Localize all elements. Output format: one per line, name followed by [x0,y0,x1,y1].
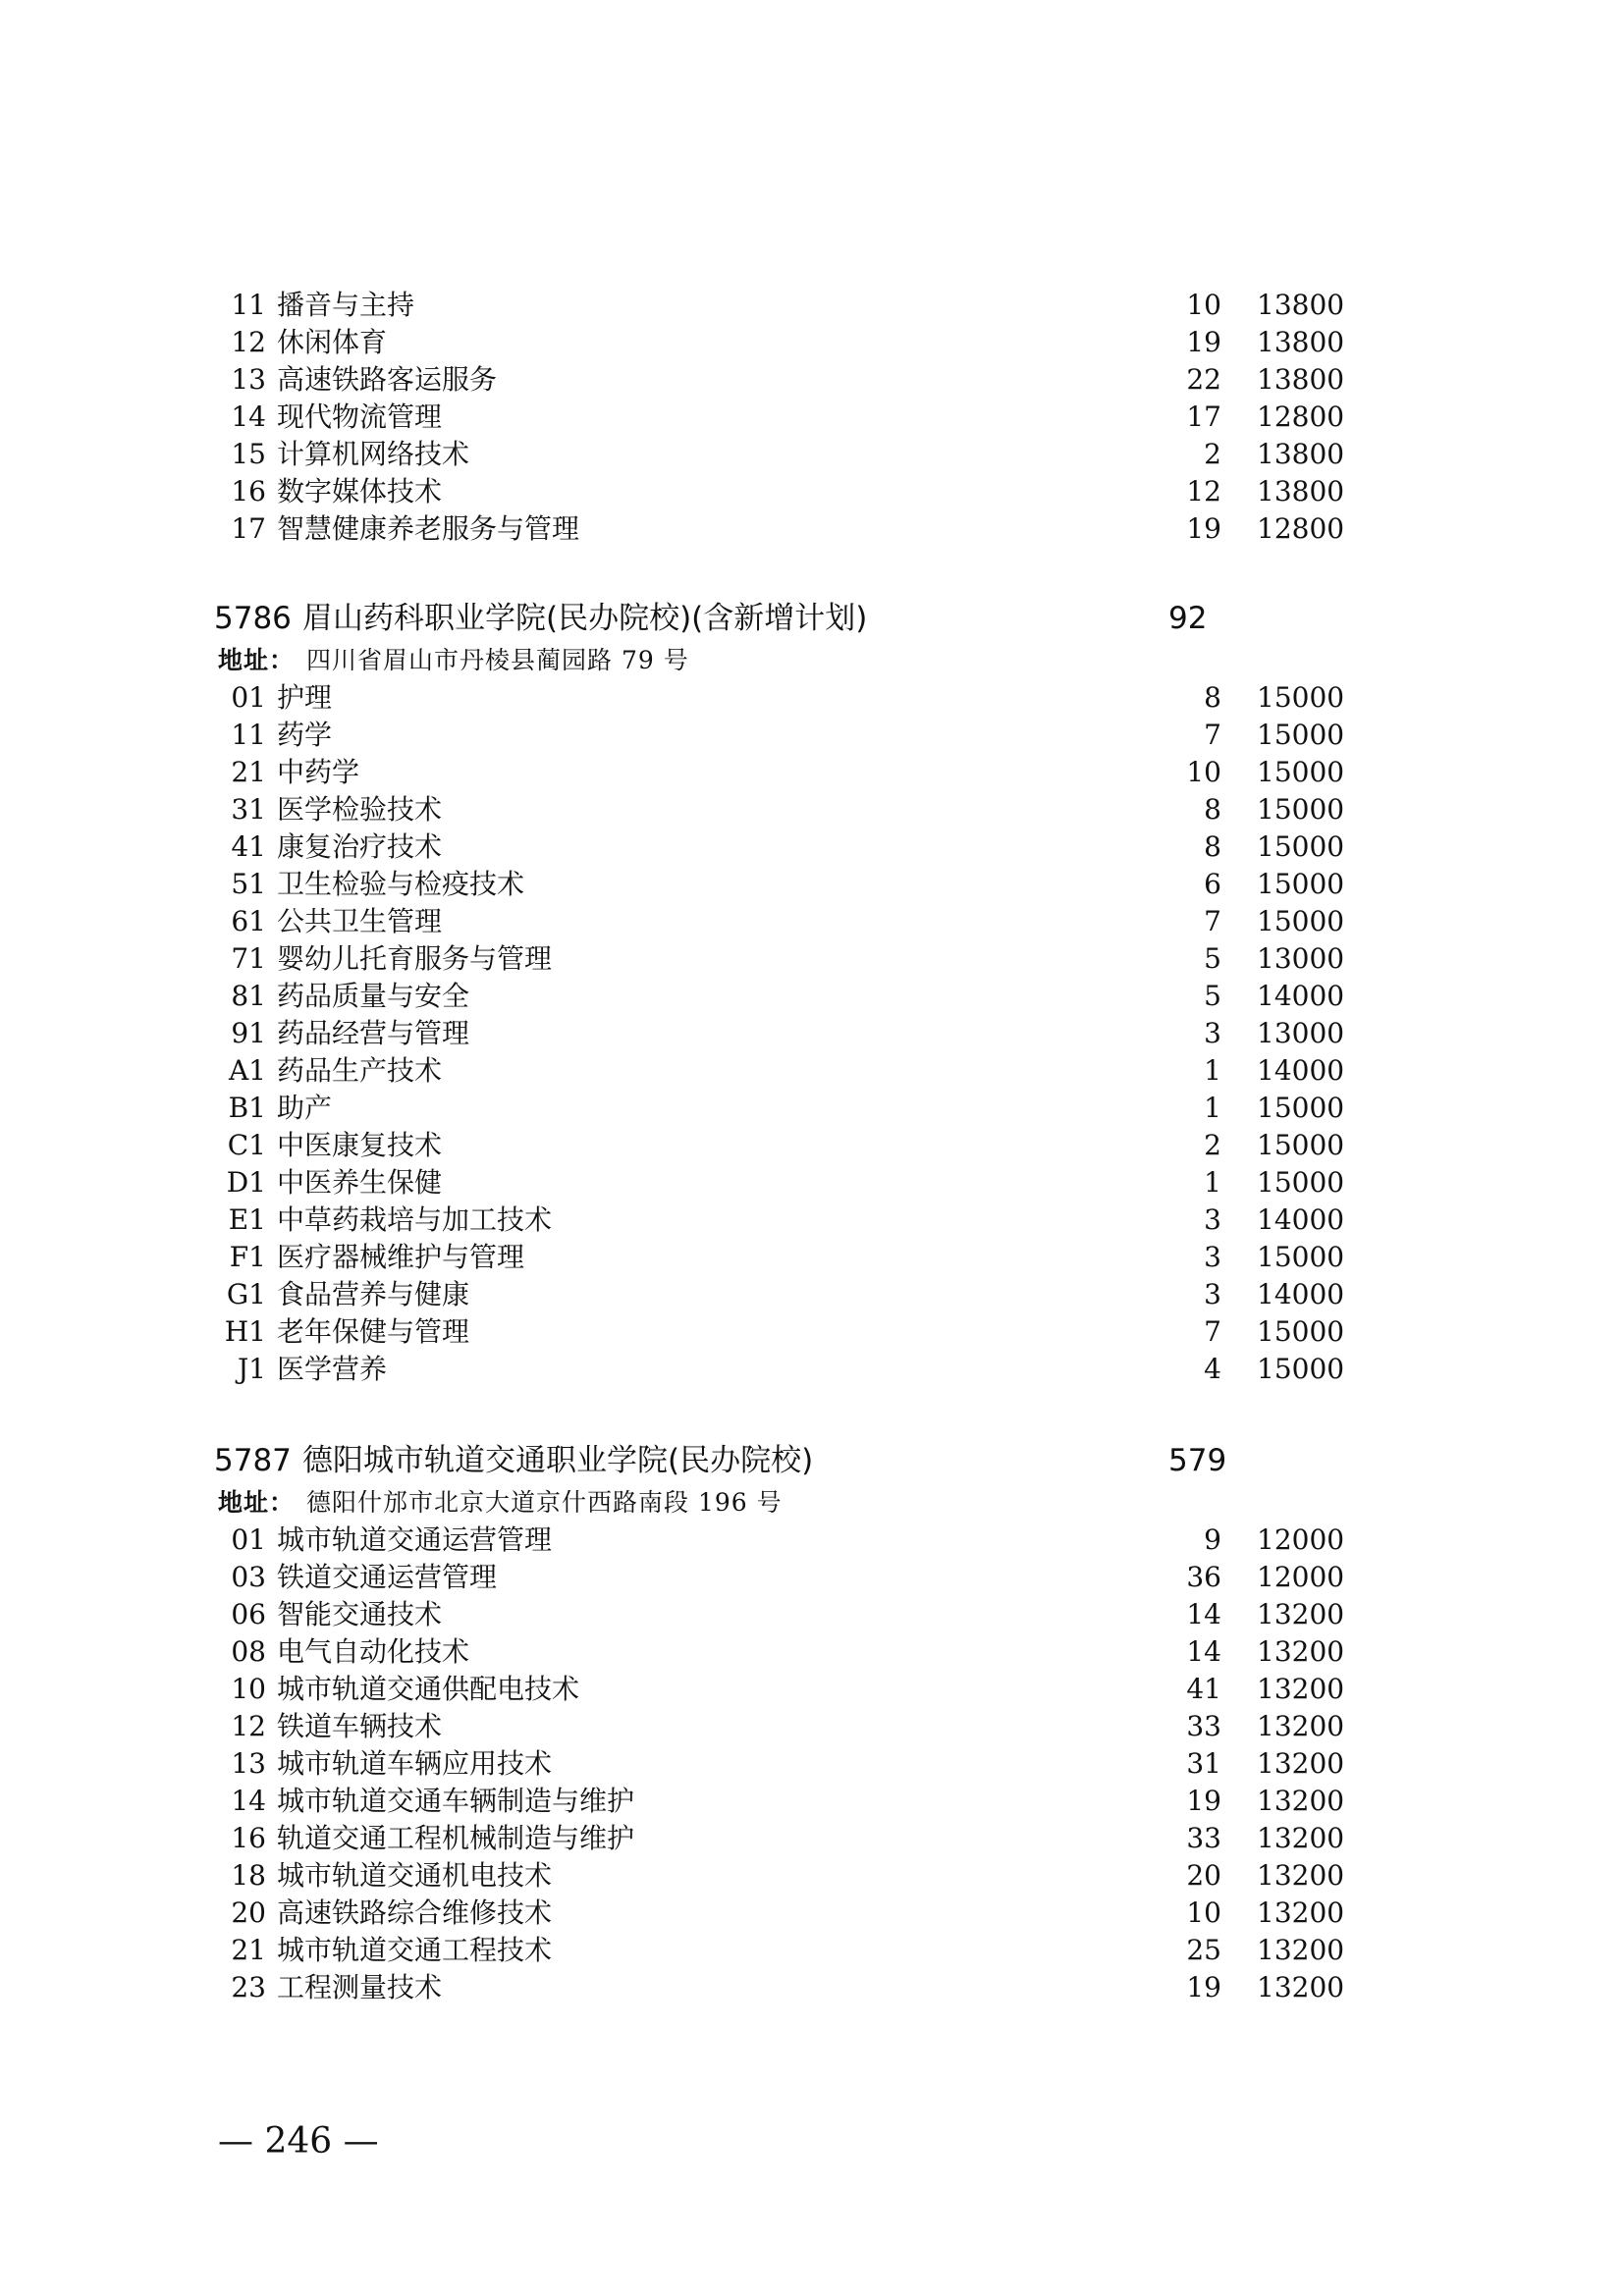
major-name: 医学检验技术 [277,793,443,826]
address-text: 四川省眉山市丹棱县蔺园路 79 号 [306,646,689,674]
major-name: 高速铁路综合维修技术 [277,1896,553,1929]
major-plan-count: 8 [1204,793,1221,826]
major-tuition: 13200 [1257,1710,1345,1742]
major-plan-count: 8 [1204,681,1221,714]
major-code: E1 [228,1203,266,1236]
major-row [0,754,1624,791]
major-code: 06 [231,1598,266,1630]
major-row [0,978,1624,1015]
school-id: 5786 [214,601,292,636]
major-row [0,1783,1624,1820]
major-row [0,1239,1624,1276]
major-name: 城市轨道交通工程技术 [277,1934,553,1966]
major-row [0,1708,1624,1745]
major-plan-count: 7 [1204,905,1221,937]
major-name: 工程测量技术 [277,1971,443,2003]
major-plan-count: 14 [1186,1598,1221,1630]
major-plan-count: 2 [1204,438,1221,470]
major-code: 61 [231,905,266,937]
major-code: 14 [231,400,266,433]
major-row [0,1820,1624,1857]
major-tuition: 15000 [1257,1353,1345,1385]
school-section-5786 [0,595,1624,1388]
major-code: 01 [231,681,266,714]
major-tuition: 13200 [1257,1635,1345,1668]
major-name: 药学 [277,719,333,751]
major-tuition: 14000 [1257,1278,1345,1310]
major-plan-count: 10 [1186,756,1221,788]
major-name: 城市轨道车辆应用技术 [277,1747,553,1780]
major-code: 17 [231,512,266,545]
major-row [0,1596,1624,1633]
major-code: 03 [231,1561,266,1593]
major-plan-count: 36 [1186,1561,1221,1593]
major-plan-count: 9 [1204,1523,1221,1556]
major-code: 20 [231,1896,266,1929]
major-row [0,287,1624,324]
major-name: 卫生检验与检疫技术 [277,868,525,900]
major-plan-count: 25 [1186,1934,1221,1966]
major-tuition: 15000 [1257,1166,1345,1199]
major-name: 医学营养 [277,1353,388,1385]
major-plan-count: 8 [1204,830,1221,863]
major-plan-count: 19 [1186,326,1221,358]
major-name: 助产 [277,1092,333,1124]
school-address [0,642,1624,679]
major-tuition: 13200 [1257,1859,1345,1892]
major-code: 10 [231,1673,266,1705]
major-tuition: 12000 [1257,1523,1345,1556]
major-name: 休闲体育 [277,326,388,358]
major-plan-count: 7 [1204,719,1221,751]
major-name: 城市轨道交通供配电技术 [277,1673,580,1705]
major-row [0,1090,1624,1127]
major-code: 81 [231,980,266,1012]
major-tuition: 13200 [1257,1785,1345,1817]
major-name: 医疗器械维护与管理 [277,1241,525,1273]
major-row [0,1164,1624,1201]
major-plan-count: 3 [1204,1278,1221,1310]
major-code: 13 [231,1747,266,1780]
major-code: 51 [231,868,266,900]
major-row [0,1857,1624,1895]
major-plan-count: 3 [1204,1017,1221,1049]
major-tuition: 13200 [1257,1747,1345,1780]
major-code: 23 [231,1971,266,2003]
major-code: 15 [231,438,266,470]
major-tuition: 15000 [1257,905,1345,937]
major-name: 老年保健与管理 [277,1315,470,1348]
major-row [0,399,1624,436]
major-name: 数字媒体技术 [277,475,443,507]
major-code: 14 [231,1785,266,1817]
major-row [0,828,1624,866]
major-name: 中草药栽培与加工技术 [277,1203,553,1236]
page-number: — 246 — [218,2121,379,2162]
major-name: 药品生产技术 [277,1054,443,1087]
major-plan-count: 1 [1204,1166,1221,1199]
major-name: 药品质量与安全 [277,980,470,1012]
major-plan-count: 41 [1186,1673,1221,1705]
major-row [0,1633,1624,1671]
major-name: 铁道交通运营管理 [277,1561,498,1593]
school-section-5787 [0,1437,1624,2006]
major-plan-count: 31 [1186,1747,1221,1780]
major-plan-count: 1 [1204,1054,1221,1087]
school-header [0,1437,1624,1484]
major-code: J1 [237,1353,266,1385]
major-plan-count: 6 [1204,868,1221,900]
major-name: 城市轨道交通运营管理 [277,1523,553,1556]
major-code: 12 [231,1710,266,1742]
major-tuition: 15000 [1257,681,1345,714]
major-code: 08 [231,1635,266,1668]
major-tuition: 13800 [1257,438,1345,470]
major-tuition: 13200 [1257,1896,1345,1929]
major-code: B1 [228,1092,266,1124]
major-tuition: 13800 [1257,475,1345,507]
major-name: 中药学 [277,756,360,788]
major-tuition: 12800 [1257,512,1345,545]
school-name: 眉山药科职业学院(民办院校)(含新增计划) [302,601,868,636]
major-row [0,1895,1624,1932]
major-tuition: 15000 [1257,1315,1345,1348]
major-plan-count: 33 [1186,1710,1221,1742]
major-code: 21 [231,1934,266,1966]
school-total-plan: 92 [1168,601,1208,636]
major-plan-count: 10 [1186,1896,1221,1929]
major-row [0,1745,1624,1783]
major-tuition: 13000 [1257,1017,1345,1049]
major-code: G1 [226,1278,266,1310]
school-total-plan: 579 [1168,1443,1227,1478]
major-tuition: 13800 [1257,326,1345,358]
major-plan-count: 2 [1204,1129,1221,1161]
major-plan-count: 14 [1186,1635,1221,1668]
major-name: 高速铁路客运服务 [277,363,498,396]
continued-major-list [0,287,1624,548]
major-row [0,324,1624,361]
major-tuition: 13200 [1257,1971,1345,2003]
major-tuition: 13800 [1257,363,1345,396]
major-tuition: 13000 [1257,942,1345,975]
major-plan-count: 4 [1204,1353,1221,1385]
school-header [0,595,1624,642]
major-row [0,1671,1624,1708]
major-plan-count: 3 [1204,1203,1221,1236]
major-tuition: 15000 [1257,793,1345,826]
major-plan-count: 5 [1204,980,1221,1012]
major-tuition: 15000 [1257,1241,1345,1273]
major-code: 13 [231,363,266,396]
major-name: 轨道交通工程机械制造与维护 [277,1822,635,1854]
major-code: 18 [231,1859,266,1892]
major-tuition: 15000 [1257,1129,1345,1161]
major-code: 16 [231,1822,266,1854]
major-row [0,1559,1624,1596]
major-row [0,1351,1624,1388]
major-name: 现代物流管理 [277,400,443,433]
address-label: 地址： [218,646,296,674]
major-name: 计算机网络技术 [277,438,470,470]
school-address [0,1484,1624,1522]
major-row [0,1313,1624,1351]
major-name: 播音与主持 [277,289,415,321]
major-plan-count: 3 [1204,1241,1221,1273]
major-tuition: 13800 [1257,289,1345,321]
major-code: 16 [231,475,266,507]
major-row [0,510,1624,548]
major-row [0,940,1624,978]
major-tuition: 14000 [1257,1054,1345,1087]
major-code: 01 [231,1523,266,1556]
major-plan-count: 7 [1204,1315,1221,1348]
major-name: 药品经营与管理 [277,1017,470,1049]
major-code: A1 [228,1054,266,1087]
major-row [0,791,1624,828]
major-row [0,1052,1624,1090]
major-row [0,1201,1624,1239]
school-name: 德阳城市轨道交通职业学院(民办院校) [302,1443,814,1478]
major-plan-count: 19 [1186,1785,1221,1817]
address-text: 德阳什邡市北京大道京什西路南段 196 号 [306,1488,783,1517]
major-plan-count: 5 [1204,942,1221,975]
major-code: D1 [226,1166,266,1199]
major-name: 城市轨道交通机电技术 [277,1859,553,1892]
major-row [0,1127,1624,1164]
major-row [0,866,1624,903]
major-name: 食品营养与健康 [277,1278,470,1310]
major-row [0,1522,1624,1559]
major-tuition: 15000 [1257,1092,1345,1124]
major-row [0,1015,1624,1052]
major-name: 公共卫生管理 [277,905,443,937]
major-tuition: 15000 [1257,719,1345,751]
major-code: C1 [227,1129,266,1161]
major-name: 铁道车辆技术 [277,1710,443,1742]
major-plan-count: 20 [1186,1859,1221,1892]
major-name: 康复治疗技术 [277,830,443,863]
major-plan-count: 19 [1186,512,1221,545]
major-tuition: 14000 [1257,1203,1345,1236]
major-code: 91 [231,1017,266,1049]
major-plan-count: 17 [1186,400,1221,433]
major-name: 中医康复技术 [277,1129,443,1161]
major-tuition: 12000 [1257,1561,1345,1593]
major-name: 电气自动化技术 [277,1635,470,1668]
major-plan-count: 10 [1186,289,1221,321]
major-code: 41 [231,830,266,863]
major-row [0,903,1624,940]
major-row [0,679,1624,717]
major-code: 31 [231,793,266,826]
address-label: 地址： [218,1488,296,1517]
major-row [0,473,1624,510]
major-tuition: 13200 [1257,1934,1345,1966]
major-plan-count: 33 [1186,1822,1221,1854]
major-row [0,436,1624,473]
major-row [0,1932,1624,1969]
major-name: 护理 [277,681,333,714]
major-code: H1 [224,1315,266,1348]
major-plan-count: 1 [1204,1092,1221,1124]
major-name: 中医养生保健 [277,1166,443,1199]
major-tuition: 12800 [1257,400,1345,433]
major-code: 12 [231,326,266,358]
school-id: 5787 [214,1443,292,1478]
major-tuition: 13200 [1257,1822,1345,1854]
major-code: 71 [231,942,266,975]
major-tuition: 13200 [1257,1673,1345,1705]
major-plan-count: 12 [1186,475,1221,507]
major-name: 智慧健康养老服务与管理 [277,512,580,545]
major-tuition: 15000 [1257,756,1345,788]
major-name: 城市轨道交通车辆制造与维护 [277,1785,635,1817]
major-name: 婴幼儿托育服务与管理 [277,942,553,975]
major-row [0,1969,1624,2006]
major-code: 11 [231,289,266,321]
major-row [0,717,1624,754]
major-code: 11 [231,719,266,751]
major-plan-count: 19 [1186,1971,1221,2003]
major-tuition: 15000 [1257,830,1345,863]
major-code: F1 [229,1241,266,1273]
major-name: 智能交通技术 [277,1598,443,1630]
major-tuition: 14000 [1257,980,1345,1012]
major-code: 21 [231,756,266,788]
major-tuition: 13200 [1257,1598,1345,1630]
major-plan-count: 22 [1186,363,1221,396]
major-row [0,1276,1624,1313]
major-tuition: 15000 [1257,868,1345,900]
major-row [0,361,1624,399]
